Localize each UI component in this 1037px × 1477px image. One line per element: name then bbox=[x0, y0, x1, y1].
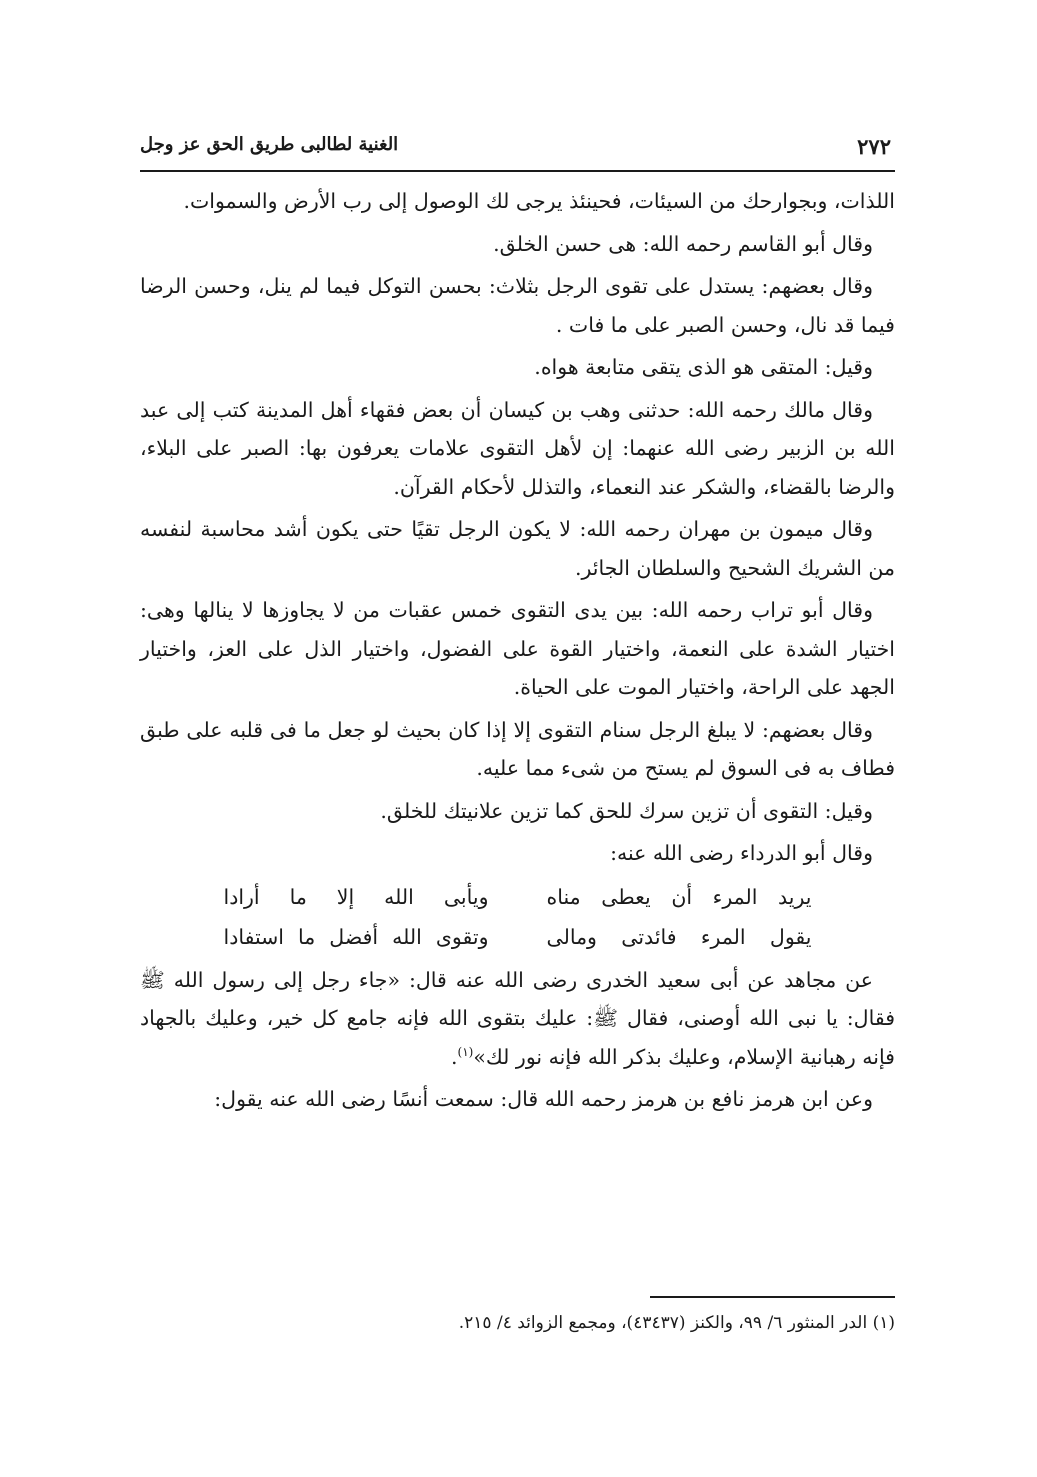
paragraph: اللذات، وبجوارحك من السيئات، فحينئذ يرجى لك الوصول إلى رب الأرض والسموات. bbox=[183, 189, 895, 213]
paragraph: وقال بعضهم: يستدل على تقوى الرجل بثلاث: بحسن التوكل فيما لم ينل، وحسن الرضا فيما قد نال، وحسن الصبر على ما فات . bbox=[140, 274, 895, 337]
body-text bbox=[140, 182, 895, 1123]
running-head bbox=[140, 134, 895, 168]
hadith-text: عن مجاهد عن أبى سعيد الخدرى رضى الله عنه قال: «جاء رجل إلى رسول الله ﷺ فقال: يا نبى الله أوصنى، فقال ﷺ: عليك بتقوى الله فإنه جامع كل خير، وعليك بالجهاد فإنه رهبانية الإسلام، وعليك بذكر الله فإنه نور لك» bbox=[140, 967, 895, 1069]
paragraph: وقيل: المتقى هو الذى يتقى متابعة هواه. bbox=[534, 355, 873, 379]
poem-verse bbox=[140, 877, 895, 917]
poem-verse bbox=[140, 917, 895, 957]
paragraph: وقال أبو القاسم رحمه الله: هى حسن الخلق. bbox=[493, 231, 873, 256]
paragraph: وقيل: التقوى أن تزين سرك للحق كما تزين علانيتك للخلق. bbox=[380, 798, 873, 823]
paragraph: وقال ميمون بن مهران رحمه الله: لا يكون الرجل تقيًا حتى يكون أشد محاسبة لنفسه من الشريك الشحيح والسلطان الجائر. bbox=[140, 517, 895, 580]
footnote: (١) الدر المنثور ٦/ ٩٩، والكنز (٤٣٤٣٧)، ومجمع الزوائد ٤/ ٢١٥. bbox=[458, 1313, 895, 1333]
verse-second-hemistich: ويأبى الله إلا ما أرادا bbox=[223, 884, 489, 909]
book-page bbox=[140, 118, 895, 1358]
sentence-end: . bbox=[450, 1044, 458, 1069]
verse-first-hemistich: يريد المرء أن يعطى مناه bbox=[546, 884, 812, 909]
paragraph: وقال بعضهم: لا يبلغ الرجل سنام التقوى إلا إذا كان بحيث لو جعل ما فى قلبه على طبق فطاف به فى السوق لم يستح من شىء مما عليه. bbox=[140, 717, 895, 780]
paragraph: وعن ابن هرمز نافع بن هرمز رحمه الله قال: سمعت أنسًا رضى الله عنه يقول: bbox=[214, 1087, 873, 1111]
verse-first-hemistich: يقول المرء فائدتى ومالى bbox=[546, 924, 812, 949]
book-title: الغنية لطالبى طريق الحق عز وجل bbox=[140, 134, 399, 155]
page-number: ٢٧٢ bbox=[857, 134, 891, 159]
footnote-reference[interactable]: (١) bbox=[457, 1044, 474, 1059]
paragraph: وقال مالك رحمه الله: حدثنى وهب بن كيسان أن بعض فقهاء أهل المدينة كتب إلى عبد الله بن الزبير رضى الله عنهما: إن لأهل التقوى علامات يعرفون بها: الصبر على البلاء، والرضا بالقضاء، والشكر عند النعماء، والتذلل لأحكام القرآن. bbox=[140, 397, 895, 499]
poem bbox=[140, 877, 895, 957]
footnote-rule bbox=[650, 1296, 895, 1298]
paragraph: وقال أبو الدرداء رضى الله عنه: bbox=[610, 841, 873, 865]
paragraph bbox=[140, 961, 895, 1077]
paragraph: وقال أبو تراب رحمه الله: بين يدى التقوى خمس عقبات من لا يجاوزها لا ينالها وهى: اختيار الشدة على النعمة، واختيار القوة على الفضول، واختيار الذل على العز، واختيار الجهد على الراحة، واختيار الموت على الحياة. bbox=[140, 598, 895, 699]
verse-second-hemistich: وتقوى الله أفضل ما استفادا bbox=[223, 924, 489, 949]
header-rule bbox=[140, 170, 895, 172]
